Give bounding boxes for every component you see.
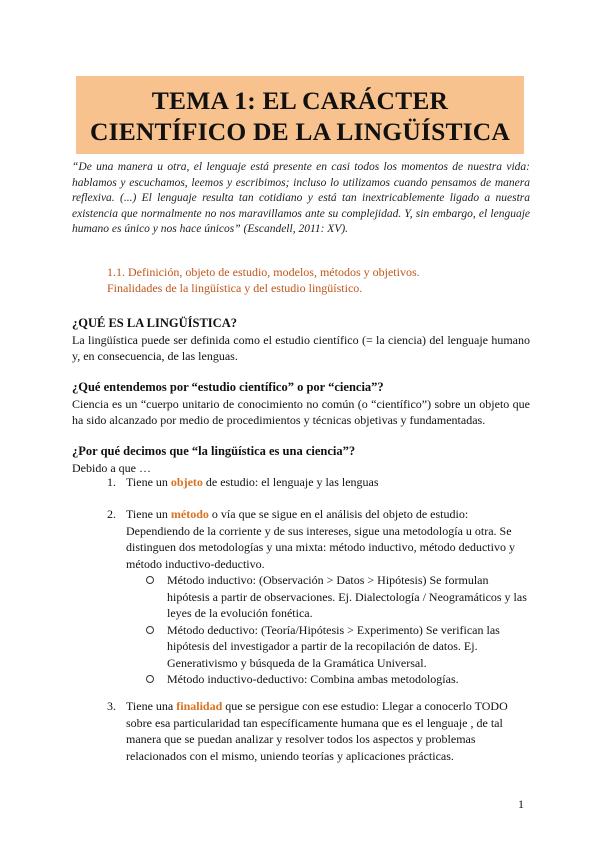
- title-line-2: CIENTÍFICO DE LA LINGÜÍSTICA: [89, 117, 511, 146]
- method-mixed-item: Método inductivo-deductivo: Combina ambas metodologías.: [146, 671, 527, 688]
- method-deductive-item: Método deductivo: (Teoría/Hipótesis > Experimento) Se verifican las hipótesis del investigador a partir de la recopilación de datos. Ej. Generativismo y búsqueda de la Gramática Universal.: [146, 622, 527, 672]
- science-heading: ¿Qué entendemos por “estudio científico” o por “ciencia”?: [72, 380, 384, 394]
- list-item-object-text: Tiene un objeto de estudio: el lenguaje y las lenguas: [126, 475, 379, 489]
- highlight-metodo: método: [170, 507, 209, 521]
- list-item-object: [107, 474, 527, 491]
- circle-bullet-icon: [146, 626, 154, 634]
- circle-bullet-icon: [146, 675, 154, 683]
- list-number-3: 3.: [107, 699, 116, 713]
- highlight-finalidad: finalidad: [176, 699, 223, 713]
- definition-text: La lingüística puede ser definida como el estudio científico (= la ciencia) del lenguaje humano y, en consecuencia, de las lenguas.: [72, 332, 530, 363]
- why-science-intro: Debido a que …: [72, 460, 151, 475]
- list-item-purpose: [107, 698, 527, 764]
- science-text: Ciencia es un “cuerpo unitario de conocimiento no común (o “científico”) sobre un objeto que ha sido alcanzado por medio de procedimientos y técnicas objetivas y fundamentadas.: [72, 396, 530, 427]
- list-number-2: 2.: [107, 507, 116, 521]
- section-subtitle: [107, 264, 527, 296]
- why-science-block: [72, 443, 530, 476]
- section-subtitle-line-2: Finalidades de la lingüística y del estudio lingüístico.: [107, 281, 363, 295]
- science-block: [72, 379, 530, 429]
- why-science-heading: ¿Por qué decimos que “la lingüística es una ciencia”?: [72, 444, 356, 458]
- list-item-method: [107, 506, 527, 688]
- quote-text: “De una manera u otra, el lenguaje está presente en casi todos los momentos de nuestra vida: hablamos y escuchamos, leemos y escribimos; incluso lo utilizamos cuando pensamos de manera reflexiva. (...) El lenguaje resulta tan cotidiano y está tan inextricablemente ligado a nuestra existencia que normalmente no nos maravillamos ante su complejidad. Y, sin embargo, el lenguaje humano es único y nos hace únicos” (Escandell, 2011: XV).: [72, 161, 530, 236]
- list-number-1: 1.: [107, 475, 116, 489]
- highlight-objeto: objeto: [170, 475, 203, 489]
- title-banner: [76, 76, 524, 154]
- method-inductive-item: Método inductivo: (Observación > Datos > Hipótesis) Se formulan hipótesis a partir de observaciones. Ej. Dialectología / Neogramáticos y las leyes de la evolución fonética.: [146, 572, 527, 622]
- list-item-method-text: Tiene un método o vía que se sigue en el análisis del objeto de estudio: Dependiendo de la corriente y de sus intereses, sigue una metodología u otra. Se distinguen dos metodologías y una mixta: método inductivo, método deductivo y método inductivo-deductivo.: [126, 507, 515, 571]
- definition-heading: ¿QUÉ ES LA LINGÜÍSTICA?: [72, 316, 237, 330]
- epigraph-quote: [72, 160, 530, 238]
- definition-block: [72, 315, 530, 365]
- section-subtitle-line-1: 1.1. Definición, objeto de estudio, modelos, métodos y objetivos.: [107, 265, 420, 279]
- page-number: 1: [518, 797, 524, 811]
- list-item-purpose-text: Tiene una finalidad que se persigue con ese estudio: Llegar a conocerlo TODO sobre esa particularidad tan específicamente humana que es el lenguaje , de tal manera que se puedan analizar y resolver todos los aspectos y problemas relacionados con el mismo, uniendo teorías y aplicaciones prácticas.: [126, 699, 508, 763]
- method-sublist: [126, 572, 527, 688]
- circle-bullet-icon: [146, 576, 154, 584]
- title-line-1: TEMA 1: EL CARÁCTER: [151, 86, 449, 115]
